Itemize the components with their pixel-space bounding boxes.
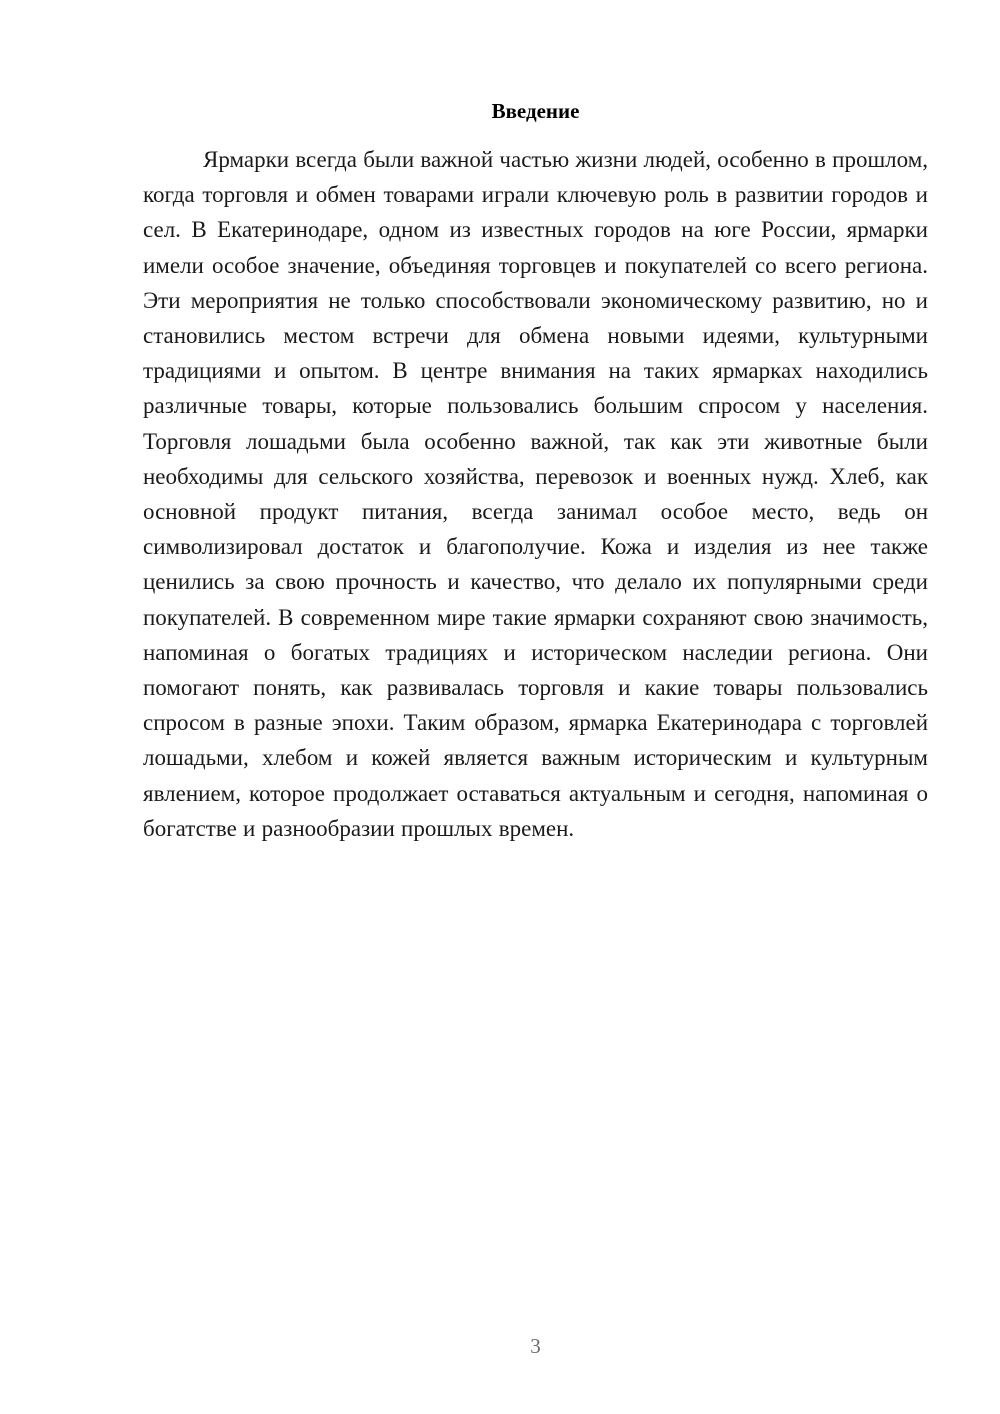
intro-paragraph: Ярмарки всегда были важной частью жизни людей, особенно в прошлом, когда торговля и обмен товарами играли ключевую роль в развитии городов и сел. В Екатеринодаре, одном из известных городов на юге России, ярмарки имели особое значение, объединяя торговцев и покупателей со всего региона. Эти мероприятия не только способствовали экономическому развитию, но и становились местом встречи для обмена новыми идеями, культурными традициями и опытом. В центре внимания на таких ярмарках находились различные товары, которые пользовались большим спросом у населения. Торговля лошадьми была особенно важной, так как эти животные были необходимы для сельского хозяйства, перевозок и военных нужд. Хлеб, как основной продукт питания, всегда занимал особое место, ведь он символизировал достаток и благополучие. Кожа и изделия из нее также ценились за свою прочность и качество, что делало их популярными среди покупателей. В современном мире такие ярмарки сохраняют свою значимость, напоминая о богатых традициях и историческом наследии региона. Они помогают понять, как развивалась торговля и какие товары пользовались спросом в разные эпохи. Таким образом, ярмарка Екатеринодара с торговлей лошадьми, хлебом и кожей является важным историческим и культурным явлением, которое продолжает оставаться актуальным и сегодня, напоминая о богатстве и разнообразии прошлых времен. [143, 147, 928, 841]
section-title: Введение [491, 99, 580, 123]
page-number: 3 [530, 1334, 541, 1358]
